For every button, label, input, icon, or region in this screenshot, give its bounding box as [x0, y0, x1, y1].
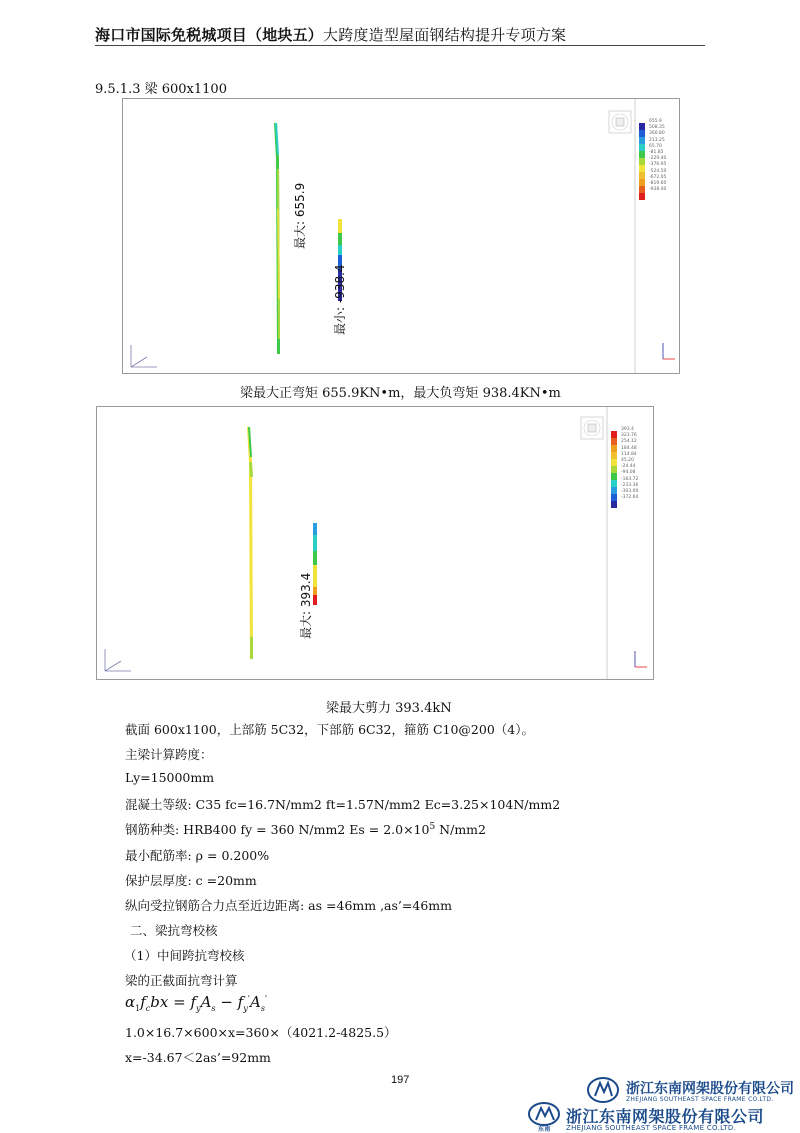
shear-legend-values: 393.4 323.76 254.12 184.48 114.84 45.20 -24.44 -94.08 -163.72 -233.36 -303.00 -372.64: [621, 427, 639, 501]
company-name-en: ZHEJIANG SOUTHEAST SPACE FRAME CO.LTD.: [626, 1096, 774, 1103]
body-line-concrete: 混凝土等级: C35 fc=16.7N/mm2 ft=1.57N/mm2 Ec=3.25×104N/mm2: [125, 797, 561, 812]
axis-triad-icon: [131, 345, 157, 367]
shear-diagram: [97, 407, 653, 679]
moment-diagram: [123, 99, 679, 373]
steel-text-sup: 5: [429, 821, 436, 832]
view-cube-icon: [581, 417, 603, 439]
moment-legend: [639, 123, 645, 200]
page-number: 197: [391, 1074, 410, 1086]
header-title-bold: 海口市国际免税城项目（地块五）: [95, 26, 324, 44]
moment-beam: [274, 123, 280, 354]
body-line-ratio: 最小配筋率: ρ = 0.200%: [125, 848, 270, 863]
header-rule: [95, 45, 705, 46]
figure-shear-caption: 梁最大剪力 393.4kN: [326, 701, 452, 716]
company-name-cn: 浙江东南网架股份有限公司: [626, 1081, 794, 1097]
axis-triad-small-icon: [663, 343, 675, 359]
steel-text-a: 钢筋种类: HRB400 fy = 360 N/mm2 Es = 2.0×10: [125, 822, 430, 837]
body-line-section: 截面 600x1100，上部筋 5C32，下部筋 6C32，箍筋 C10@200（4）。: [125, 722, 534, 737]
company-logo-icon: [586, 1076, 620, 1104]
shear-legend: [611, 431, 617, 508]
moment-min-label: 最小: -938.4: [333, 264, 347, 335]
body-line-calc-title: 梁的正截面抗弯计算: [125, 973, 238, 988]
company-logo-lower: [526, 1102, 796, 1132]
company-name-en-lower: ZHEJIANG SOUTHEAST SPACE FRAME CO.LTD.: [566, 1124, 737, 1132]
body-line-calc: 1.0×16.7×600×x=360×（4021.2-4825.5）: [125, 1025, 397, 1040]
page-header: [95, 24, 705, 46]
header-title-rest: 大跨度造型屋面钢结构提升专项方案: [323, 26, 567, 44]
section-label: 9.5.1.3 梁 600x1100: [95, 82, 227, 97]
steel-text-b: N/mm2: [435, 822, 486, 837]
body-line-span-title: 主梁计算跨度：: [125, 747, 213, 762]
figure-shear-panel: [96, 406, 654, 680]
body-line-steel: [125, 820, 486, 838]
figure-moment-caption: 梁最大正弯矩 655.9KN•m，最大负弯矩 938.4KN•m: [240, 386, 561, 401]
moment-max-label: 最大: 655.9: [293, 182, 307, 249]
moment-legend-values: 655.9 508.35 360.80 213.25 65.70 -81.85 -229.40 -376.95 -524.50 -672.05 -819.60 -938.40: [649, 119, 667, 193]
body-line-heading: 二、梁抗弯校核: [130, 923, 218, 938]
body-line-as: 纵向受拉钢筋合力点至近边距离: as =46mm ,as’=46mm: [125, 898, 452, 913]
figure-moment-panel: [122, 98, 680, 374]
company-logo-mark: 东南: [538, 1126, 551, 1133]
shear-max-label: 最大: 393.4: [299, 572, 313, 639]
formula: $\alpha_1f_cbx = f_yA_s - f_y'A_s'$: [125, 993, 268, 1013]
company-name-cn-lower: 浙江东南网架股份有限公司: [566, 1107, 765, 1126]
axis-triad-icon: [105, 649, 131, 671]
shear-beam: [247, 427, 253, 659]
view-cube-icon: [609, 111, 631, 133]
axis-triad-small-icon: [635, 651, 647, 667]
body-line-cover: 保护层厚度: c =20mm: [125, 873, 257, 888]
body-line-span: Ly=15000mm: [125, 770, 215, 785]
body-line-subheading: （1）中间跨抗弯校核: [124, 948, 245, 963]
body-line-result: x=-34.67＜2as’=92mm: [125, 1050, 271, 1065]
